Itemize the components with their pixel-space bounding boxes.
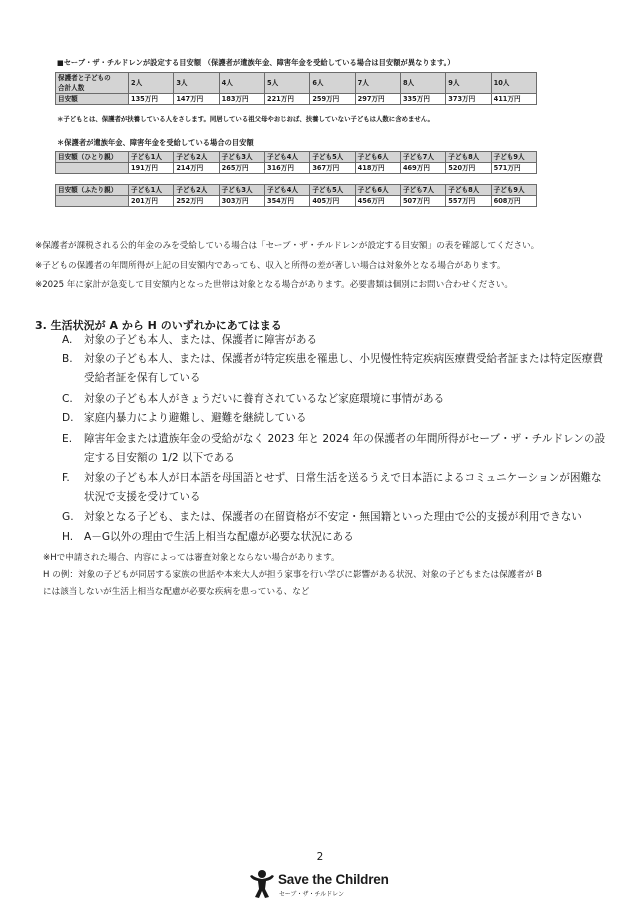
list-item-text: 対象の子ども本人、または、保護者が特定疾患を罹患し、小児慢性特定疾病医療費受給者証または特定医療費受給者証を保有している xyxy=(84,353,604,384)
table-cell: 252万円 xyxy=(174,196,219,207)
table-cell: 297万円 xyxy=(355,94,400,105)
list-item-text: 対象の子ども本人がきょうだいに養育されているなど家庭環境に事情がある xyxy=(84,393,445,405)
table1-title: ■セーブ・ザ・チルドレンが設定する目安額 （保護者が遺族年金、障害年金を受給している場合は目安額が異なります。） xyxy=(57,58,455,67)
table-header-cell: 子ども7人 xyxy=(400,152,445,163)
table-header-cell: 子ども2人 xyxy=(174,185,219,196)
note-line: ※子どもの保護者の年間所得が上記の目安額内であっても、収入と所得の差が著しい場合は対象外となる場合があります。 xyxy=(35,261,506,271)
table-row-label: 目安額（ふたり親） xyxy=(56,185,129,196)
table-cell: 214万円 xyxy=(174,163,219,174)
table-row xyxy=(56,94,537,105)
table-cell: 456万円 xyxy=(355,196,400,207)
table-header-cell: 8人 xyxy=(400,73,445,94)
h-example-line: には該当しないが生活上相当な配慮が必要な疾病を患っている、など xyxy=(43,587,310,597)
table-cell: 405万円 xyxy=(310,196,355,207)
pension-threshold-table-single xyxy=(55,151,537,174)
table-header-cell: 10人 xyxy=(491,73,536,94)
table-row xyxy=(56,73,537,94)
table-header-cell: 子ども3人 xyxy=(219,185,264,196)
table-cell: 221万円 xyxy=(264,94,309,105)
save-the-children-logo xyxy=(248,869,398,901)
table-cell: 191万円 xyxy=(129,163,174,174)
table1-footnote: ＊子どもとは、保護者が扶養している人をさします。同居している祖父母やおじおば、扶養していない子どもは人数に含めません。 xyxy=(57,115,434,123)
table-header-cell: 子ども8人 xyxy=(446,185,491,196)
table-header-cell: 子ども7人 xyxy=(400,185,445,196)
list-item-letter: C. xyxy=(62,393,73,405)
list-item-text: 対象となる子ども、または、保護者の在留資格が不安定・無国籍といった理由で公的支援が利用できない xyxy=(84,511,582,523)
list-item-letter: E. xyxy=(62,433,73,445)
table-header-cell: 子ども9人 xyxy=(491,152,536,163)
table-header-cell: 子ども6人 xyxy=(355,152,400,163)
list-item-letter: B. xyxy=(62,353,73,365)
table-cell: 469万円 xyxy=(400,163,445,174)
table2-title: ＊保護者が遺族年金、障害年金を受給している場合の目安額 xyxy=(57,138,254,147)
table-header-cell: 子ども1人 xyxy=(129,152,174,163)
list-item-text: 障害年金または遺族年金の受給がなく 2023 年と 2024 年の保護者の年間所得がセーブ・ザ・チルドレンの設定する目安額の 1/2 以下である xyxy=(84,433,606,464)
list-item-letter: D. xyxy=(62,412,74,424)
table-header-cell: 子ども6人 xyxy=(355,185,400,196)
table-cell: 201万円 xyxy=(129,196,174,207)
list-item-text: A－G以外の理由で生活上相当な配慮が必要な状況にある xyxy=(84,531,354,543)
table-header-cell: 子ども2人 xyxy=(174,152,219,163)
table-header-cell: 6人 xyxy=(310,73,355,94)
list-item-letter: G. xyxy=(62,511,74,523)
table-header-cell: 5人 xyxy=(264,73,309,94)
table-cell: 303万円 xyxy=(219,196,264,207)
table-cell: 373万円 xyxy=(446,94,491,105)
table-cell: 147万円 xyxy=(174,94,219,105)
logo-subtext: セーブ・ザ・チルドレン xyxy=(279,891,345,898)
table-header-cell: 子ども9人 xyxy=(491,185,536,196)
table-row-label: 目安額（ひとり親） xyxy=(56,152,129,163)
table-cell: 183万円 xyxy=(219,94,264,105)
table-header-cell: 子ども1人 xyxy=(129,185,174,196)
table-header-cell: 9人 xyxy=(446,73,491,94)
table-cell: 135万円 xyxy=(129,94,174,105)
table-cell: 411万円 xyxy=(491,94,536,105)
table-row xyxy=(56,163,537,174)
h-example-line: H の例：対象の子どもが同居する家族の世話や本来大人が担う家事を行い学びに影響がある状況、対象の子どもまたは保護者が B xyxy=(43,570,543,580)
note-line: ※保護者が課税される公的年金のみを受給している場合は「セーブ・ザ・チルドレンが設定する目安額」の表を確認してください。 xyxy=(35,241,540,251)
table-cell: 418万円 xyxy=(355,163,400,174)
list-item-letter: H. xyxy=(62,531,74,543)
table-row xyxy=(56,185,537,196)
table-header-cell: 子ども3人 xyxy=(219,152,264,163)
note-line: ※2025 年に家計が急変して目安額内となった世帯は対象となる場合があります。必要書類は個別にお問い合わせください。 xyxy=(35,280,513,290)
table-cell: 571万円 xyxy=(491,163,536,174)
table-cell: 316万円 xyxy=(264,163,309,174)
table-cell: 354万円 xyxy=(264,196,309,207)
table-header-cell: 子ども5人 xyxy=(310,152,355,163)
h-application-note: ※Hで申請された場合、内容によっては審査対象とならない場合があります。 xyxy=(43,553,340,563)
section-heading: 3. 生活状況が A から H のいずれかにあてはまる xyxy=(35,319,282,332)
list-item-letter: A. xyxy=(62,334,73,346)
list-item-text: 対象の子ども本人、または、保護者に障害がある xyxy=(84,334,318,346)
save-the-children-child-icon xyxy=(248,869,276,899)
table-cell: 557万円 xyxy=(446,196,491,207)
table-row xyxy=(56,152,537,163)
table-header-cell: 子ども8人 xyxy=(446,152,491,163)
table-cell: 335万円 xyxy=(400,94,445,105)
table-header-cell: 7人 xyxy=(355,73,400,94)
table-header-cell: 4人 xyxy=(219,73,264,94)
income-threshold-table xyxy=(55,72,537,105)
table-cell: 265万円 xyxy=(219,163,264,174)
list-item-text: 家庭内暴力により避難し、避難を継続している xyxy=(84,412,307,424)
table-cell: 259万円 xyxy=(310,94,355,105)
table-cell: 520万円 xyxy=(446,163,491,174)
table-header-cell: 子ども4人 xyxy=(264,185,309,196)
table-cell: 367万円 xyxy=(310,163,355,174)
table-row-label: 目安額 xyxy=(56,94,129,105)
table-header-cell: 子ども5人 xyxy=(310,185,355,196)
table-header-cell: 子ども4人 xyxy=(264,152,309,163)
page-number: 2 xyxy=(316,851,324,863)
table-header-cell: 2人 xyxy=(129,73,174,94)
list-item-text: 対象の子ども本人が日本語を母国語とせず、日常生活を送るうえで日本語によるコミュニケーションが困難な状況で支援を受けている xyxy=(84,472,602,503)
list-item-letter: F. xyxy=(62,472,70,484)
table-cell: 507万円 xyxy=(400,196,445,207)
table-header-label: 保護者と子どもの 合計人数 xyxy=(56,73,129,94)
pension-threshold-table-couple xyxy=(55,184,537,207)
table-cell: 608万円 xyxy=(491,196,536,207)
table-row xyxy=(56,196,537,207)
logo-text: Save the Children xyxy=(278,872,389,887)
table-header-cell: 3人 xyxy=(174,73,219,94)
